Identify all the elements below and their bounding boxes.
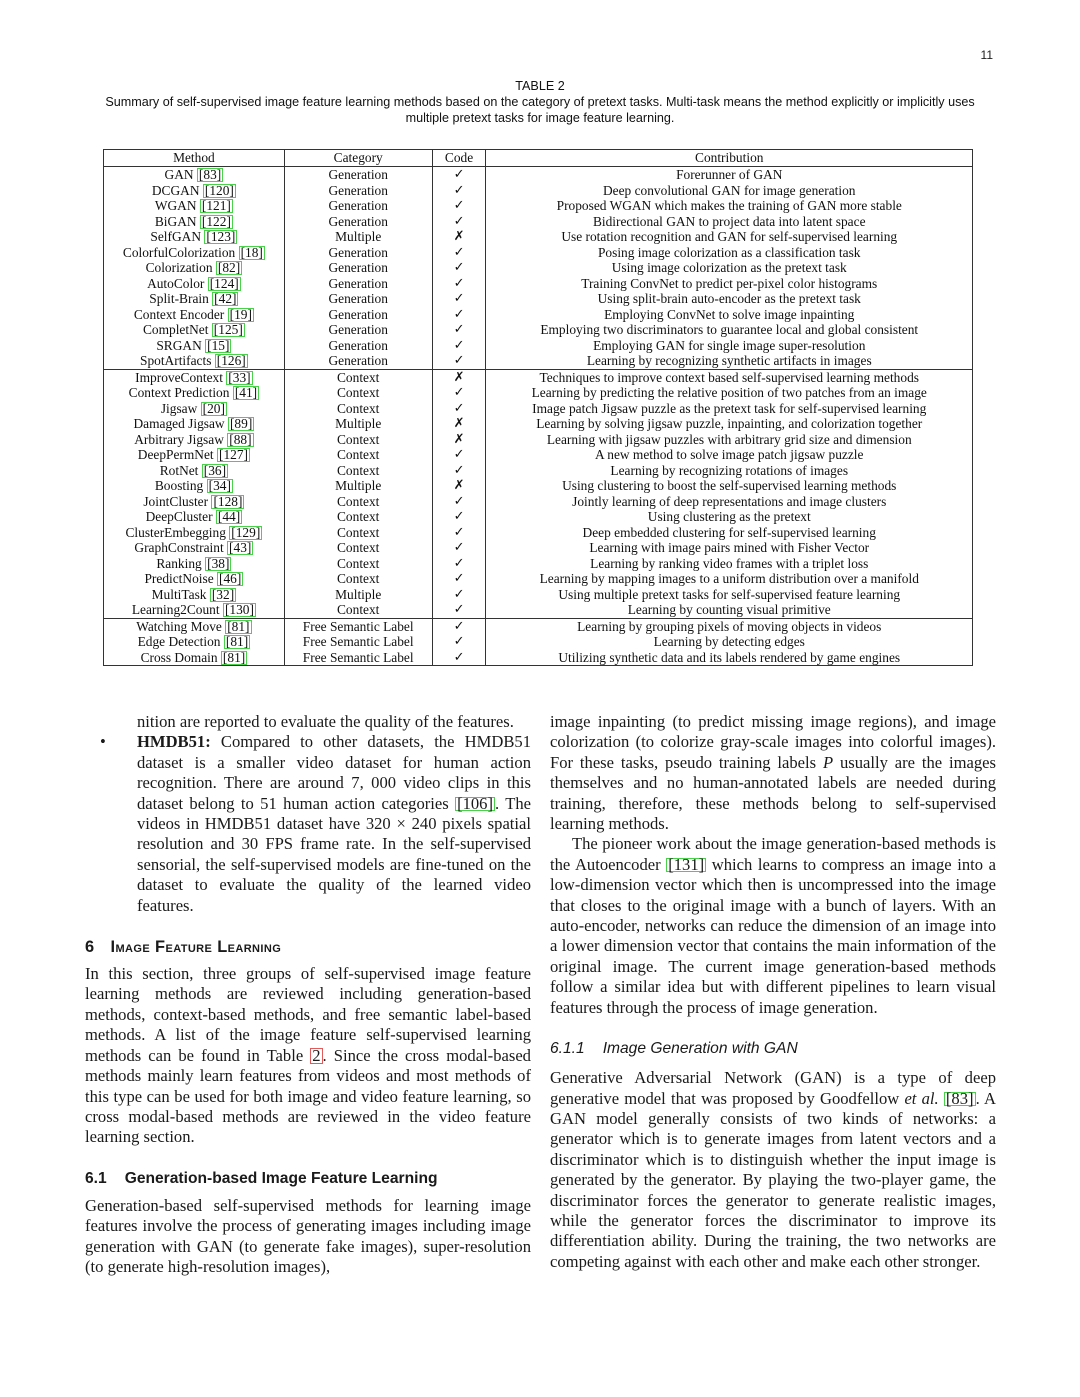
table-row [104,276,973,292]
table-ref-link[interactable]: 2 [312,1045,321,1065]
table-row [104,322,973,338]
cell-category: Context [284,432,432,448]
citation-link[interactable]: [123] [206,229,236,244]
checkmark-icon: ✓ [432,447,486,463]
table-caption-text: Summary of self-supervised image feature learning methods based on the category of pretext tasks. Multi-task means the method explicitly or implicitly uses multiple pretext tasks for image feature learning. [105,95,975,125]
cell-category: Context [284,385,432,401]
cell-category: Context [284,447,432,463]
citation-link[interactable]: [36] [203,462,227,478]
checkmark-icon: ✓ [432,618,486,634]
table-body [104,167,973,666]
table-row [104,245,973,261]
cell-category: Context [284,509,432,525]
cell-contribution: Use rotation recognition and GAN for self-supervised learning [486,229,973,245]
section-heading-6-1-1: 6.1.1 Image Generation with GAN [550,1040,798,1058]
table-row [104,587,973,603]
checkmark-icon: ✓ [432,198,486,214]
checkmark-icon: ✓ [432,307,486,323]
cell-contribution: Learning by predicting the relative position of two patches from an image [486,385,973,401]
checkmark-icon: ✓ [432,634,486,650]
table-row [104,385,973,401]
checkmark-icon: ✓ [432,245,486,261]
cell-category: Generation [284,322,432,338]
checkmark-icon: ✓ [432,338,486,354]
cell-category: Free Semantic Label [284,618,432,634]
section-heading-6: 6 Image Feature Learning [85,938,282,957]
cell-method: DCGAN [120] [104,183,285,199]
cell-contribution: Using image colorization as the pretext task [486,260,973,276]
citation-link[interactable]: [34] [208,478,231,493]
cell-category: Multiple [284,229,432,245]
cell-method: Damaged Jigsaw [89] [104,416,285,432]
section-heading-6-1: 6.1 Generation-based Image Feature Learning [85,1169,438,1187]
right-column [550,712,996,1272]
cell-contribution: Employing GAN for single image super-resolution [486,338,973,354]
header-contribution: Contribution [486,150,973,167]
cell-category: Context [284,556,432,572]
citation-link[interactable]: [88] [229,431,252,447]
cell-category: Generation [284,198,432,214]
citation-link[interactable]: [106] [457,793,494,813]
cell-category: Generation [284,291,432,307]
cell-contribution: Deep convolutional GAN for image generation [486,183,973,199]
checkmark-icon: ✓ [432,556,486,572]
cell-category: Multiple [284,416,432,432]
cell-method: BiGAN [122] [104,214,285,230]
table-row [104,167,973,183]
cell-contribution: Learning by solving jigsaw puzzle, inpainting, and colorization together [486,416,973,432]
citation-link[interactable]: [19] [229,306,252,322]
cell-method: Arbitrary Jigsaw [88] [104,432,285,448]
table-row [104,307,973,323]
cell-contribution: Jointly learning of deep representations and image clusters [486,494,973,510]
cell-category: Generation [284,260,432,276]
citation-link[interactable]: [131] [668,854,705,874]
cell-contribution: Learning by ranking video frames with a triplet loss [486,556,973,572]
table-row [104,229,973,245]
citation-link[interactable]: [127] [219,447,249,462]
cell-method: Jigsaw [20] [104,401,285,417]
cell-method: DeepCluster [44] [104,509,285,525]
checkmark-icon: ✓ [432,494,486,510]
cell-category: Context [284,540,432,556]
cell-category: Context [284,602,432,618]
cross-icon: ✗ [432,229,486,245]
cell-method: Learning2Count [130] [104,602,285,618]
table-row [104,618,973,634]
cell-contribution: Image patch Jigsaw puzzle as the pretext task for self-supervised learning [486,401,973,417]
table-row [104,556,973,572]
table-row [104,183,973,199]
cell-contribution: Learning by recognizing rotations of images [486,463,973,479]
cell-method: Watching Move [81] [104,618,285,634]
cell-category: Context [284,494,432,510]
citation-link[interactable]: [81] [225,634,249,649]
checkmark-icon: ✓ [432,602,486,618]
right-paragraph-2: The pioneer work about the image generation-based methods is the Autoencoder [131] which learns to compress an image into a low-dimension vector which then is uncompressed into the image that closes to the original image with a bunch of layers. With an auto-encoder, networks can reduce the dimension of an image into a lower dimension vector that contains the main information of the original image. The current image generation-based methods follow a similar idea but with different pipelines to learn visual features through the process of image generation. [550,834,997,1017]
cell-category: Context [284,369,432,385]
cell-contribution: A new method to solve image patch jigsaw puzzle [486,447,973,463]
table-header-row [104,150,973,167]
citation-link[interactable]: [82] [217,260,241,275]
checkmark-icon: ✓ [432,525,486,541]
cell-category: Generation [284,167,432,183]
cell-method: JointCluster [128] [104,494,285,510]
cell-method: Split-Brain [42] [104,291,285,307]
citation-link[interactable]: [32] [211,586,235,602]
cell-contribution: Employing ConvNet to solve image inpainting [486,307,973,323]
cell-category: Generation [284,183,432,199]
cell-category: Generation [284,276,432,292]
cell-contribution: Utilizing synthetic data and its labels rendered by game engines [486,650,973,666]
checkmark-icon: ✓ [432,509,486,525]
table-row [104,416,973,432]
cell-method: Context Encoder [19] [104,307,285,323]
citation-link[interactable]: [38] [207,555,230,571]
checkmark-icon: ✓ [432,650,486,666]
citation-link[interactable]: [130] [224,602,254,617]
table-row [104,369,973,385]
citation-link[interactable]: [15] [207,337,230,353]
table-row [104,432,973,448]
checkmark-icon: ✓ [432,353,486,369]
cell-category: Context [284,571,432,587]
table-row [104,291,973,307]
bullet-hmdb51: • HMDB51: Compared to other datasets, the HMDB51 dataset is a smaller video dataset for human action recognition. There are around 7, 000 video clips in this dataset belong to 51 human action categories [106] . The videos in HMDB51 dataset have 320 × 240 pixels spatial resolution and 30 FPS frame rate. In the self-supervised sensorial, the self-supervised models are fine-tuned on the dataset to evaluate the quality of the learned video features. [100,732,531,915]
cell-method: MultiTask [32] [104,587,285,603]
page-number: 11 [980,48,993,62]
citation-link[interactable]: [124] [209,275,239,291]
cell-method: SpotArtifacts [126] [104,353,285,369]
cell-category: Generation [284,307,432,323]
cross-icon: ✗ [432,432,486,448]
cell-method: Context Prediction [41] [104,385,285,401]
table-label: TABLE 2 [515,79,565,93]
table-row [104,401,973,417]
cell-contribution: Posing image colorization as a classification task [486,245,973,261]
cell-method: CompletNet [125] [104,322,285,338]
table-row [104,650,973,666]
header-code: Code [432,150,486,167]
table-row [104,463,973,479]
cross-icon: ✗ [432,369,486,385]
citation-link[interactable]: [43] [229,540,252,555]
checkmark-icon: ✓ [432,463,486,479]
cell-method: SelfGAN [123] [104,229,285,245]
cell-method: ColorfulColorization [18] [104,245,285,261]
cell-contribution: Learning with image pairs mined with Fisher Vector [486,540,973,556]
table-row [104,540,973,556]
checkmark-icon: ✓ [432,291,486,307]
cell-contribution: Using multiple pretext tasks for self-supervised feature learning [486,587,973,603]
cell-method: GAN [83] [104,167,285,183]
table-row [104,602,973,618]
section-6-1-1-paragraph: Generative Adversarial Network (GAN) is a type of deep generative model that was proposed by Goodfellow et al. [83] . A GAN model generally consists of two kinds of networks: a generator which is to generate images from latent vectors and a discriminator which is to distinguish whether the input image is generated by the generator. By playing the two-player game, the discriminator forces the generator to generate realistic images, while the generator forces the discriminator to improve its differentiation ability. During the training, the two networks are competing against with each other and make each other stronger. [550,1068,996,1271]
cell-category: Generation [284,214,432,230]
cell-contribution: Training ConvNet to predict per-pixel color histograms [486,276,973,292]
table-row [104,214,973,230]
checkmark-icon: ✓ [432,540,486,556]
cell-method: DeepPermNet [127] [104,447,285,463]
header-method: Method [104,150,285,167]
checkmark-icon: ✓ [432,214,486,230]
table-row [104,353,973,369]
citation-link[interactable]: [42] [214,291,237,306]
cell-method: RotNet [36] [104,463,285,479]
left-column [85,712,531,1277]
citation-link[interactable]: [33] [228,369,251,385]
checkmark-icon: ✓ [432,401,486,417]
cell-contribution: Proposed WGAN which makes the training of GAN more stable [486,198,973,214]
section-6-paragraph: In this section, three groups of self-supervised image feature learning methods are reviewed including generation-based methods, context-based methods, and free semantic label-based methods. A list of the image feature self-supervised learning methods can be found in Table 2 . Since the cross modal-based methods mainly learn features from videos and most methods of this type can be used for both image and video feature learning, so cross modal-based methods are reviewed in the video feature learning section. [85,964,531,1147]
cell-contribution: Employing two discriminators to guarantee local and global consistent [486,322,973,338]
continuation-paragraph: nition are reported to evaluate the quality of the features. [137,712,514,731]
citation-link[interactable]: [41] [234,385,258,400]
citation-link[interactable]: [18] [240,244,263,260]
cell-category: Generation [284,338,432,354]
citation-link[interactable]: [126] [216,353,246,368]
checkmark-icon: ✓ [432,183,486,199]
checkmark-icon: ✓ [432,385,486,401]
table-row [104,494,973,510]
header-category: Category [284,150,432,167]
checkmark-icon: ✓ [432,260,486,276]
table-row [104,198,973,214]
citation-link[interactable]: [125] [213,322,243,337]
cell-category: Generation [284,245,432,261]
cell-contribution: Using split-brain auto-encoder as the pretext task [486,291,973,307]
cell-method: AutoColor [124] [104,276,285,292]
cell-method: PredictNoise [46] [104,571,285,587]
checkmark-icon: ✓ [432,587,486,603]
cell-method: Colorization [82] [104,260,285,276]
cell-method: GraphConstraint [43] [104,540,285,556]
cell-category: Context [284,463,432,479]
cell-category: Multiple [284,587,432,603]
table-row [104,478,973,494]
cell-contribution: Techniques to improve context based self-supervised learning methods [486,369,973,385]
table-row [104,634,973,650]
cell-category: Multiple [284,478,432,494]
table-row [104,447,973,463]
citation-link[interactable]: [20] [202,400,225,416]
citation-link[interactable]: [121] [201,198,231,213]
cell-category: Free Semantic Label [284,650,432,666]
cell-contribution: Learning by recognizing synthetic artifacts in images [486,353,973,369]
checkmark-icon: ✓ [432,276,486,292]
cell-method: Edge Detection [81] [104,634,285,650]
cell-contribution: Forerunner of GAN [486,167,973,183]
bullet-term: HMDB51: [137,732,211,752]
section-6-1-paragraph: Generation-based self-supervised methods for learning image features involve the process of generating images including image generation with GAN (to generate fake images), super-resolution (to generate high-resolution images), [85,1195,531,1276]
cell-contribution: Learning by detecting edges [486,634,973,650]
cell-method: Boosting [34] [104,478,285,494]
table-row [104,260,973,276]
cell-method: Ranking [38] [104,556,285,572]
right-paragraph-1: image inpainting (to predict missing image regions), and image colorization (to colorize gray-scale images into colorful images). For these tasks, pseudo training labels P usually are the images themselves and no human-annotated labels are needed during training, therefore, these methods belong to self-supervised learning methods. [550,712,997,834]
cell-contribution: Deep embedded clustering for self-supervised learning [486,525,973,541]
citation-link[interactable]: [83] [198,167,222,182]
citation-link[interactable]: [129] [231,524,261,540]
checkmark-icon: ✓ [432,571,486,587]
citation-link[interactable]: [83] [945,1088,974,1108]
citation-link[interactable]: [120] [204,182,234,198]
cell-contribution: Learning by grouping pixels of moving objects in videos [486,618,973,634]
cell-method: Cross Domain [81] [104,650,285,666]
variable-p: P [822,752,834,772]
cell-method: ClusterEmbegging [129] [104,525,285,541]
cross-icon: ✗ [432,478,486,494]
table-row [104,571,973,587]
table-row [104,338,973,354]
bullet-dot-icon: • [100,732,106,752]
citation-link[interactable]: [81] [227,618,250,634]
citation-link[interactable]: [46] [219,571,242,586]
cell-contribution: Bidirectional GAN to project data into latent space [486,214,973,230]
methods-table [103,149,973,666]
citation-link[interactable]: [44] [217,509,241,524]
table-row [104,509,973,525]
cell-category: Generation [284,353,432,369]
citation-link[interactable]: [122] [201,213,231,229]
cell-category: Context [284,401,432,417]
cell-contribution: Using clustering to boost the self-supervised learning methods [486,478,973,494]
table-row [104,525,973,541]
citation-link[interactable]: [89] [229,416,253,431]
checkmark-icon: ✓ [432,322,486,338]
cell-contribution: Using clustering as the pretext [486,509,973,525]
checkmark-icon: ✓ [432,167,486,183]
cell-category: Free Semantic Label [284,634,432,650]
table-caption [85,78,995,126]
citation-link[interactable]: [128] [213,493,243,509]
cross-icon: ✗ [432,416,486,432]
cell-contribution: Learning with jigsaw puzzles with arbitrary grid size and dimension [486,432,973,448]
cell-contribution: Learning by mapping images to a uniform distribution over a manifold [486,571,973,587]
cell-category: Context [284,525,432,541]
cell-contribution: Learning by counting visual primitive [486,602,973,618]
cell-method: SRGAN [15] [104,338,285,354]
citation-link[interactable]: [81] [222,649,246,665]
cell-method: WGAN [121] [104,198,285,214]
cell-method: ImproveContext [33] [104,369,285,385]
